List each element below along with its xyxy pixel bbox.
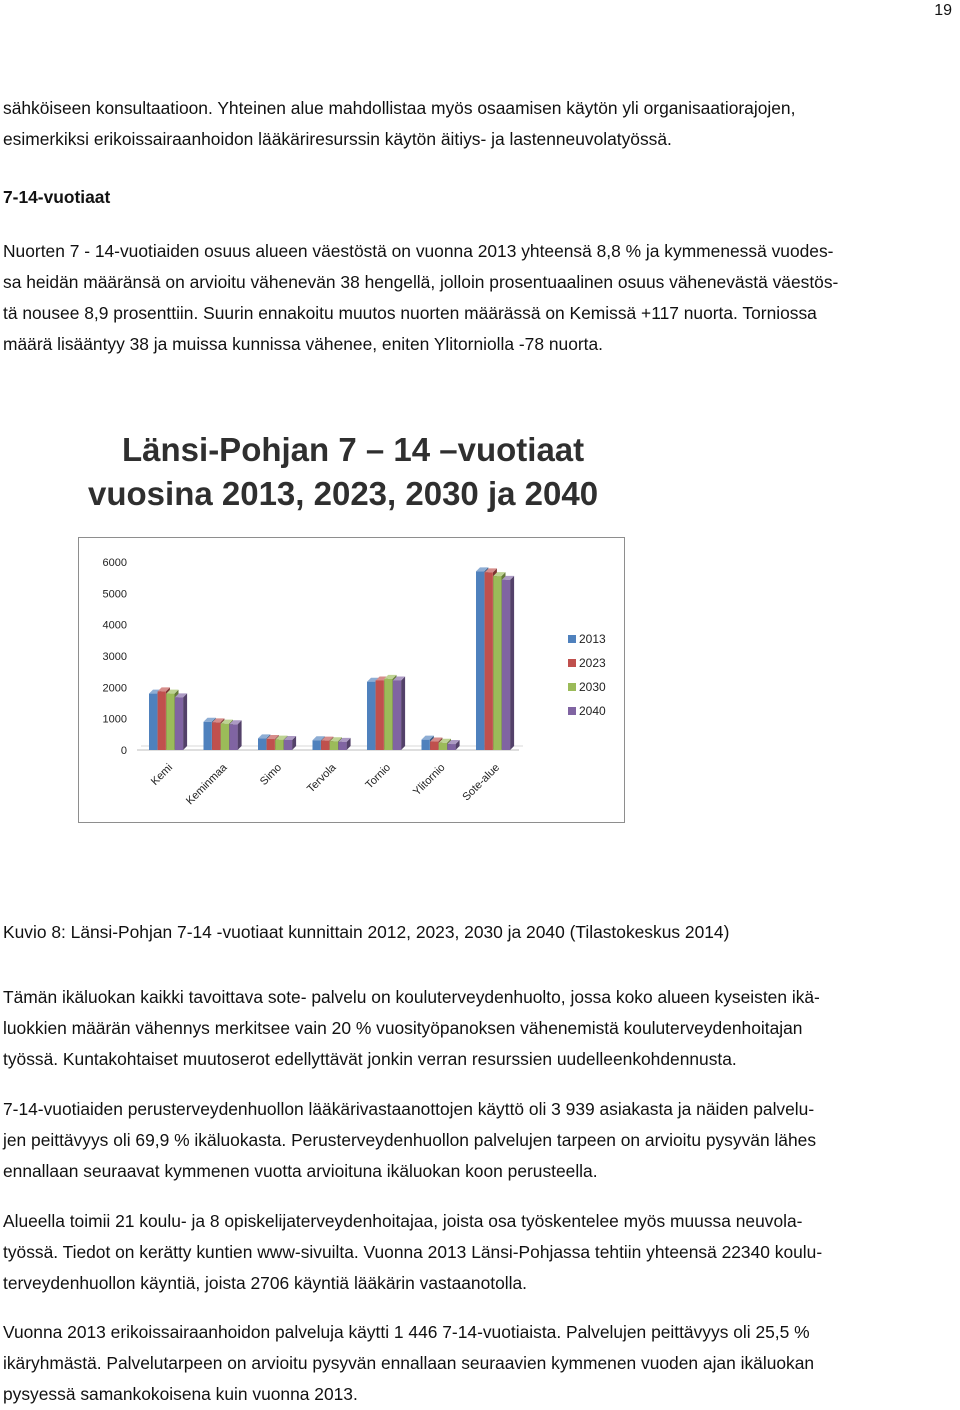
paragraph-4 [3,1317,957,1410]
bar-side [183,693,187,750]
bar-chart [78,537,625,823]
bar [376,680,384,750]
paragraph-2 [3,1094,957,1187]
legend-swatch [568,659,576,667]
figure-caption: Kuvio 8: Länsi-Pohjan 7-14 -vuotiaat kunnittain 2012, 2023, 2030 ja 2040 (Tilastokeskus 2014) [3,922,730,942]
x-tick-label: Sote-alue [460,761,503,804]
text-line: 7-14-vuotiaiden perusterveydenhuollon lääkärivastaanottojen käyttö oli 3 939 asiakasta ja näiden palvelu- [3,1099,815,1119]
bar-side [401,676,405,750]
bar [485,572,493,750]
text-line: tä nousee 8,9 prosenttiin. Suurin ennakoitu muutos nuorten määrässä on Kemissä +117 nuorta. Torniossa [3,303,817,323]
bar [367,682,375,750]
legend-swatch [568,683,576,691]
bar [321,741,329,750]
legend-swatch [568,707,576,715]
bar [447,744,455,750]
bar [439,743,447,750]
bar-side [510,576,514,750]
x-tick-label: Tervola [305,761,339,796]
bar [422,740,430,750]
bar [221,724,229,750]
x-tick-label: Kemi [148,761,176,788]
legend-swatch [568,635,576,643]
bar [212,722,220,750]
bar [493,576,501,750]
chart-title-line-1: Länsi-Pohjan 7 – 14 –vuotiaat [122,431,585,468]
y-tick-label: 2000 [102,682,127,695]
paragraph-3 [3,1206,957,1299]
text-line: työssä. Kuntakohtaiset muutoserot edellyttävät jonkin verran resurssien uudelleenkohdennusta. [3,1049,737,1069]
bar [430,742,438,750]
bar [166,694,174,750]
bar [175,697,183,750]
bar [284,740,292,750]
y-tick-label: 3000 [102,651,127,663]
x-tick-label: Simo [257,761,285,788]
text-line: Alueella toimii 21 koulu- ja 8 opiskelijaterveydenhoitajaa, joista osa työskentelee myös muussa neuvola- [3,1211,803,1231]
paragraph-1 [3,982,957,1075]
bar [338,742,346,750]
section-paragraph [3,236,957,360]
bar [229,724,237,750]
bar-side [238,720,242,750]
x-tick-label: Keminmaa [183,761,230,808]
bar-chart-svg [79,538,624,822]
text-line: terveydenhuollon käyntiä, joista 2706 käyntiä lääkärin vastaanotolla. [3,1273,527,1293]
bar [267,739,275,750]
text-line: ennallaan seuraavat kymmenen vuotta arvioituna ikäluokan koon perusteella. [3,1161,598,1181]
text-line: sa heidän määränsä on arvioitu vähenevän 38 hengellä, jolloin prosentuaalinen osuus vähenevästä väestös- [3,272,839,292]
y-tick-label: 4000 [102,619,127,632]
text-line: jen peittävyys oli 69,9 % ikäluokasta. Perusterveydenhuollon palvelujen tarpeen on arvioitu pysyvän lähes [3,1130,817,1150]
bar [393,680,401,750]
text-line: ikäryhmästä. Palvelutarpeen on arvioitu pysyvän ennallaan seuraavien kymmenen vuoden ajan ikäluokan [3,1353,815,1373]
y-tick-label: 6000 [102,557,127,569]
bar [384,679,392,750]
y-tick-label: 5000 [102,588,127,601]
bar [502,580,510,750]
text-line: määrä lisääntyy 38 ja muissa kunnissa vähenee, eniten Ylitorniolla -78 nuorta. [3,334,604,354]
y-tick-label: 1000 [102,713,127,726]
text-line: Vuonna 2013 erikoissairaanhoidon palveluja käytti 1 446 7-14-vuotiaista. Palvelujen peittävyys oli 25,5 % [3,1322,810,1342]
legend-label: 2030 [579,680,606,694]
section-heading: 7-14-vuotiaat [3,187,111,207]
bar [149,694,157,750]
text-line: Tämän ikäluokan kaikki tavoittava sote- palvelu on kouluterveydenhuolto, jossa koko alueen kyseisten ikä- [3,987,820,1007]
bar [313,740,321,750]
legend-label: 2023 [579,656,606,670]
legend-label: 2013 [579,632,606,646]
chart-title [88,428,648,516]
text-line: pysyessä samankokoisena kuin vuonna 2013. [3,1384,358,1404]
chart-title-line-2: vuosina 2013, 2023, 2030 ja 2040 [88,475,599,512]
bar [158,691,166,750]
x-tick-label: Tornio [363,761,394,792]
x-tick-label: Ylitornio [411,761,448,799]
intro-paragraph [3,93,957,155]
page-number: 19 [934,2,952,19]
bar [476,571,484,750]
text-line: luokkien määrän vähennys merkitsee vain 20 % vuosityöpanoksen vähenemistä kouluterveydenhoitajan [3,1018,803,1038]
legend-label: 2040 [579,704,606,718]
y-tick-label: 0 [120,745,127,757]
bar [204,722,212,750]
bar [275,740,283,750]
bar [258,738,266,750]
text-line: esimerkiksi erikoissairaanhoidon lääkäriresurssin käytön äitiys- ja lastenneuvolatyössä. [3,129,672,149]
text-line: työssä. Tiedot on kerätty kuntien www-sivuilta. Vuonna 2013 Länsi-Pohjassa tehtiin yhteensä 22340 koulu- [3,1242,823,1262]
text-line: sähköiseen konsultaatioon. Yhteinen alue mahdollistaa myös osaamisen käytön yli organisaatiorajojen, [3,98,796,118]
text-line: Nuorten 7 - 14-vuotiaiden osuus alueen väestöstä on vuonna 2013 yhteensä 8,8 % ja kymmenessä vuodes- [3,241,834,261]
bar [330,741,338,750]
